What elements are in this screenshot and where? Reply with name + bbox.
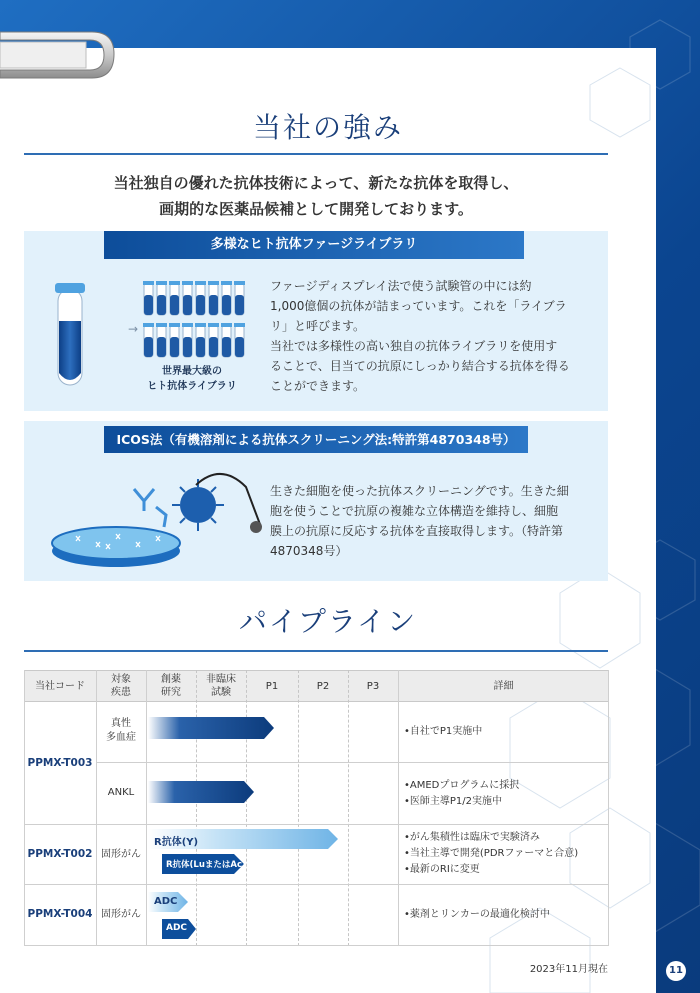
code-t003: PPMX-T003 [27, 757, 93, 769]
code-t002: PPMX-T002 [27, 848, 93, 860]
col-divider [298, 670, 299, 946]
header-code: 当社コード [35, 680, 85, 692]
icos-heading: ICOS法（有機溶剤による抗体スクリーニング法:特許第4870348号） [104, 426, 528, 453]
row-divider [96, 762, 608, 763]
row-divider [24, 824, 609, 825]
detail-ankl: •AMEDプログラムに採択 •医師主導P1/2実施中 [404, 780, 520, 807]
disease-t004: 固形がん [101, 909, 141, 920]
intro-line-1: 当社独自の優れた抗体技術によって、新たな抗体を取得し、 [113, 174, 519, 192]
col-divider [348, 670, 349, 946]
arrow-icon: → [128, 322, 139, 336]
disease-ankl: ANKL [107, 787, 135, 798]
pipeline-title: パイプライン [238, 605, 418, 638]
col-divider [146, 670, 147, 946]
cell-screening-icon [46, 457, 286, 582]
col-divider [196, 670, 197, 946]
header-discovery: 創薬 研究 [161, 674, 181, 698]
disease-polycythemia: 真性 多血症 [106, 718, 136, 743]
progress-bar-polycythemia [148, 717, 274, 739]
progress-bar-ankl [148, 781, 254, 803]
header-p2: P2 [316, 680, 330, 692]
phage-library-panel [24, 231, 608, 411]
pipeline-divider [24, 650, 608, 652]
intro-text [24, 170, 608, 222]
code-t004: PPMX-T004 [27, 908, 93, 920]
icos-panel [24, 421, 608, 581]
title-divider [24, 153, 608, 155]
pipeline-table [24, 670, 609, 946]
header-detail: 詳細 [493, 680, 514, 692]
detail-polycythemia: •自社でP1実施中 [404, 726, 483, 737]
page-number: 11 [666, 961, 686, 981]
col-divider [398, 670, 399, 946]
library-caption: 世界最大級の ヒト抗体ライブラリ [147, 366, 237, 392]
header-p3: P3 [366, 680, 380, 692]
phage-library-heading: 多様なヒト抗体ファージライブラリ [104, 231, 524, 259]
col-divider [24, 670, 25, 946]
row-divider [24, 884, 609, 885]
tube-rack-icon [143, 281, 245, 357]
col-divider [608, 670, 609, 946]
strengths-title: 当社の強み [252, 111, 403, 144]
detail-t004: •薬剤とリンカーの最適化検討中 [404, 909, 550, 920]
phage-library-description: ファージディスプレイ法で使う試験管の中には約 1,000億個の抗体が詰まっています。これを「ライブラ リ」と呼びます。 当社では多様性の高い独自の抗体ライブラリを使用す ることで、目当ての抗原にしっかり結合する抗体を得る ことができます。 [270, 279, 570, 393]
intro-line-2: 画期的な医薬品候補として開発しております。 [159, 200, 473, 218]
col-divider [246, 670, 247, 946]
header-preclinical: 非臨床 試験 [206, 674, 236, 698]
header-p1: P1 [265, 680, 279, 692]
icos-description: 生きた細胞を使った抗体スクリーニングです。生きた細 胞を使うことで抗原の複雑な立体構造を維持し、細胞 膜上の抗原に反応する抗体を直接取得します。（特許第 4870348号） [270, 484, 569, 558]
disease-t002: 固形がん [101, 849, 141, 860]
clip-icon [0, 28, 118, 90]
bar-label-r-antibody-y: R抗体(Y) [154, 837, 199, 848]
as-of-date: 2023年11月現在 [529, 964, 608, 975]
bar-label-adc-2: ADC [166, 923, 188, 933]
bar-label-r-antibody-lu: R抗体(LuまたはAc) [166, 860, 246, 870]
header-disease: 対象 疾患 [111, 674, 131, 698]
col-divider [96, 670, 97, 946]
detail-t002: •がん集積性は臨床で実験済み •当社主導で開発(PDRファーマと合意) •最新のRIに変更 [404, 832, 579, 875]
bar-label-adc-1: ADC [154, 896, 178, 907]
row-divider [24, 945, 609, 946]
